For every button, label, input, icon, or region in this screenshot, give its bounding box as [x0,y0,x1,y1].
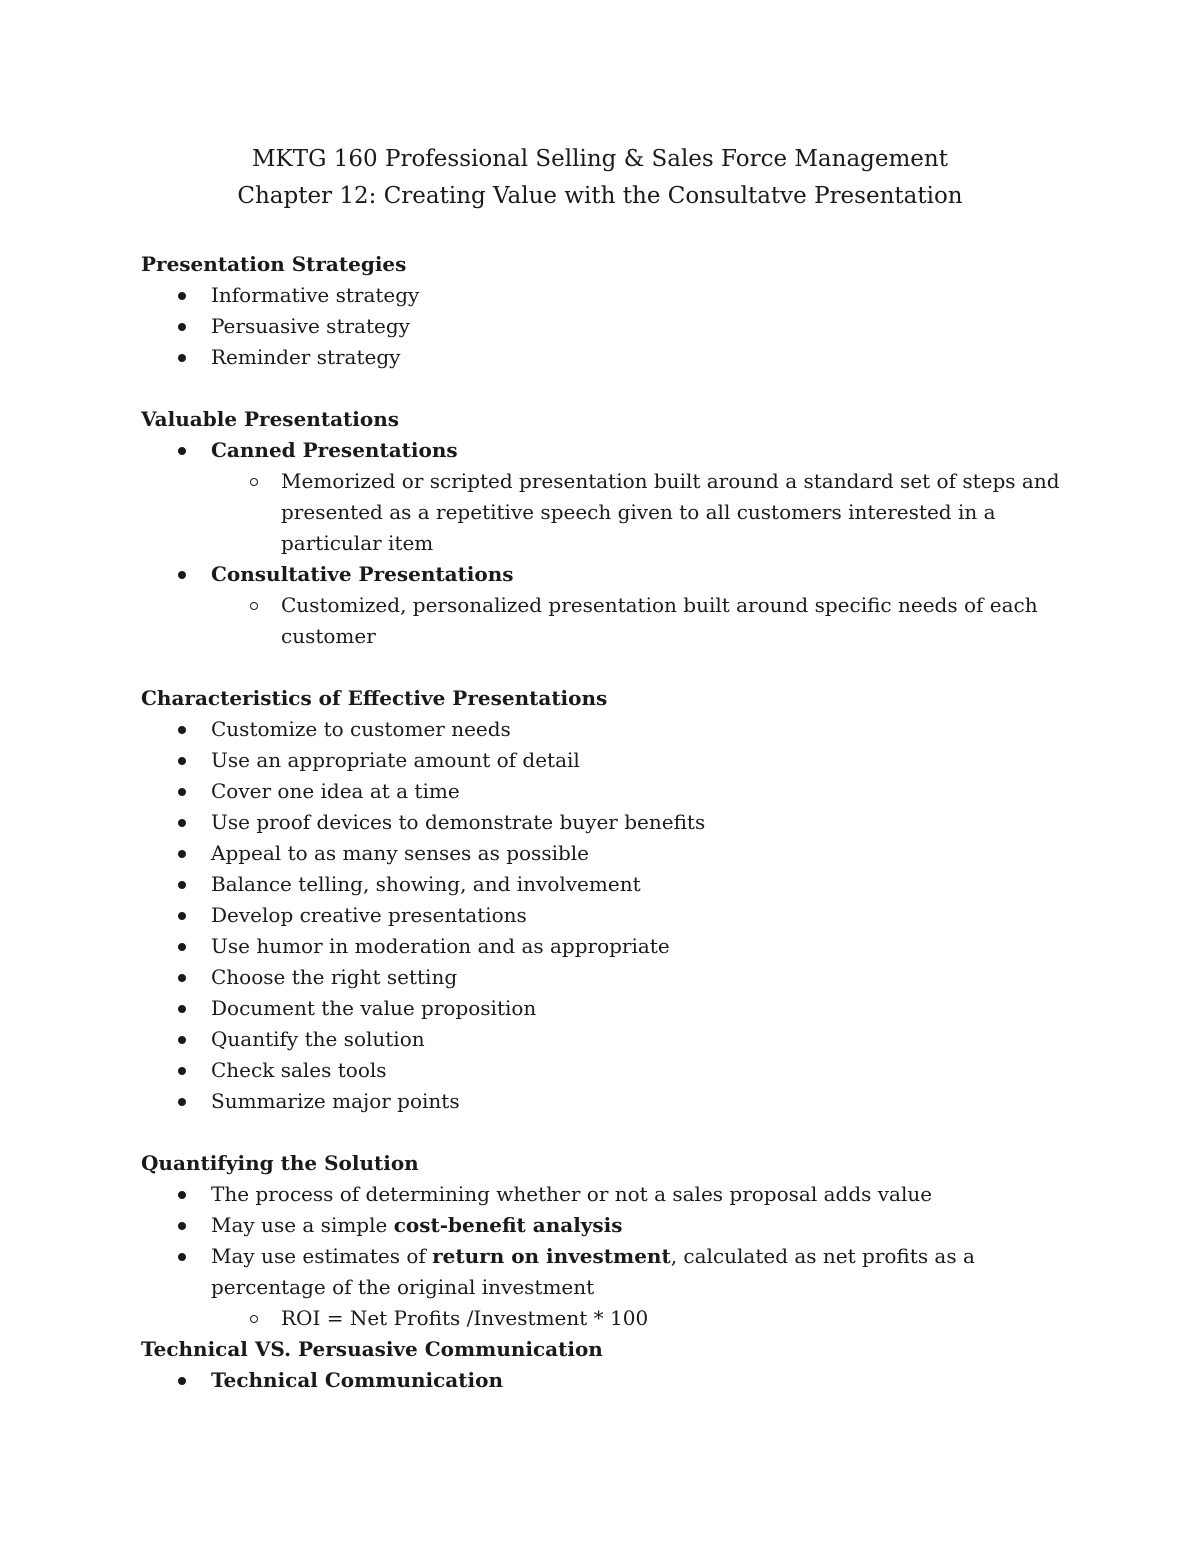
list-item-cost-benefit [141,1210,1061,1241]
sublist-item: Customized, personalized presentation built around specific needs of each customer [211,590,1061,652]
sublist-item: Memorized or scripted presentation built around a standard set of steps and presented as a repetitive speech given to all customers interested in a particular item [211,466,1061,559]
technical-vs-persuasive-list [141,1365,1061,1396]
section-heading-technical-vs-persuasive: Technical VS. Persuasive Communication [141,1337,603,1361]
spacer [141,373,1061,404]
list-item: Check sales tools [141,1055,1061,1086]
consultative-presentations-label: Consultative Presentations [211,562,514,586]
list-item: Use an appropriate amount of detail [141,745,1061,776]
canned-presentations-sublist [211,466,1061,559]
cost-benefit-term: cost-benefit analysis [393,1213,623,1237]
list-item: Quantify the solution [141,1024,1061,1055]
presentation-strategies-list [141,280,1061,373]
list-item-canned [141,435,1061,559]
roi-formula: ROI = Net Profits /Investment * 100 [211,1303,1061,1334]
item-text: , calculated as net profits as a percentage of the original investment [211,1244,975,1299]
document-title [0,141,1200,215]
section-heading-characteristics: Characteristics of Effective Presentations [141,686,608,710]
canned-presentations-label: Canned Presentations [211,438,458,462]
list-item: Summarize major points [141,1086,1061,1117]
list-item: Develop creative presentations [141,900,1061,931]
item-text: May use a simple [211,1213,394,1237]
list-item: Persuasive strategy [141,311,1061,342]
list-item: Cover one idea at a time [141,776,1061,807]
list-item: The process of determining whether or not a sales proposal adds value [141,1179,1061,1210]
list-item: Reminder strategy [141,342,1061,373]
spacer [141,652,1061,683]
roi-sublist [211,1303,1061,1334]
section-heading-quantifying: Quantifying the Solution [141,1151,419,1175]
valuable-presentations-list [141,435,1061,652]
list-item-roi [141,1241,1061,1334]
list-item: Choose the right setting [141,962,1061,993]
section-heading-presentation-strategies: Presentation Strategies [141,252,407,276]
document-body [141,249,1061,1396]
list-item: Document the value proposition [141,993,1061,1024]
list-item: Customize to customer needs [141,714,1061,745]
consultative-presentations-sublist [211,590,1061,652]
spacer [141,1117,1061,1148]
characteristics-list [141,714,1061,1117]
list-item: Technical Communication [141,1365,1061,1396]
section-heading-valuable-presentations: Valuable Presentations [141,407,400,431]
item-text: May use estimates of [211,1244,433,1268]
list-item: Informative strategy [141,280,1061,311]
course-title: MKTG 160 Professional Selling & Sales Force Management [252,146,948,172]
list-item: Use humor in moderation and as appropriate [141,931,1061,962]
quantifying-list [141,1179,1061,1334]
chapter-title: Chapter 12: Creating Value with the Consultatve Presentation [237,183,963,209]
list-item: Balance telling, showing, and involvement [141,869,1061,900]
list-item: Use proof devices to demonstrate buyer benefits [141,807,1061,838]
list-item: Appeal to as many senses as possible [141,838,1061,869]
list-item-consultative [141,559,1061,652]
roi-term: return on investment [432,1244,671,1268]
